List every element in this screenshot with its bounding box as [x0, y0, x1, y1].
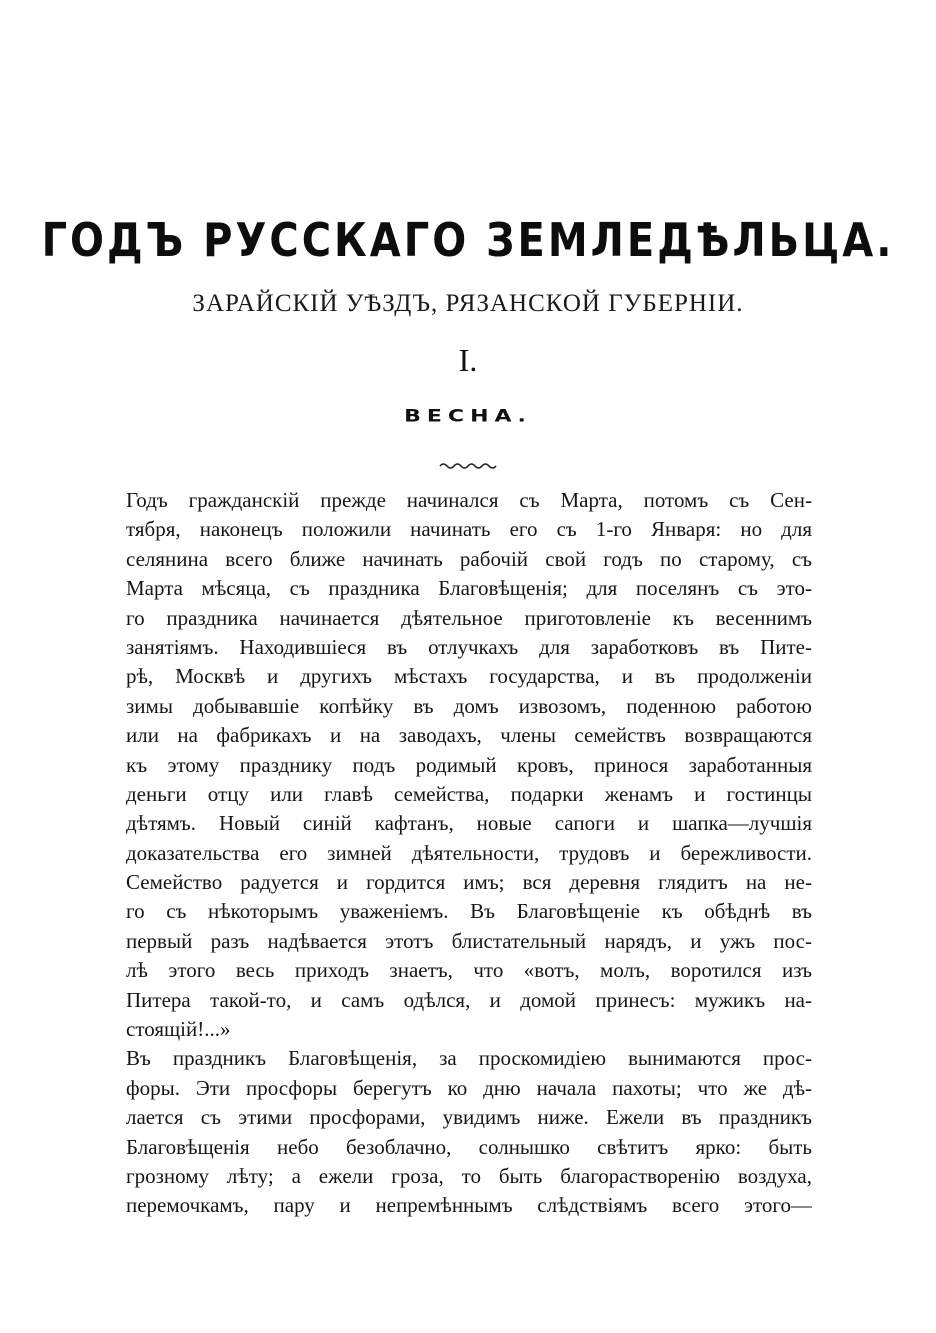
text-line: Годъ гражданскій прежде начинался съ Марта, потомъ съ Сен-: [126, 488, 812, 512]
text-line: Въ праздникъ Благовѣщенія, за проскомидіею вынимаются прос-: [126, 1046, 812, 1071]
text-line: занятіямъ. Находившіеся въ отлучкахъ для заработковъ въ Пите-: [126, 634, 812, 659]
text-line: зимы добывавшіе копѣйку въ домъ извозомъ, поденною работою: [126, 693, 812, 718]
section-heading: ВЕСНА.: [404, 407, 532, 426]
wavy-line-ornament-icon: [438, 458, 500, 472]
text-line: Питера такой-то, и самъ одѣлся, и домой принесъ: мужикъ на-: [126, 987, 812, 1012]
text-line: форы. Эти просфоры берегутъ ко дню начала пахоты; что же дѣ-: [126, 1075, 812, 1100]
text-line: Семейство радуется и гордится имъ; вся деревня глядитъ на не-: [126, 870, 812, 895]
body-text: [126, 486, 812, 1221]
text-line: тября, наконецъ положили начинать его съ 1-го Января: но для: [126, 517, 812, 542]
text-line: лается съ этими просфорами, увидимъ ниже. Ежели въ праздникъ: [126, 1105, 812, 1130]
text-line: лѣ этого весь приходъ знаетъ, что «вотъ, молъ, воротился изъ: [126, 958, 812, 983]
text-line: или на фабрикахъ и на заводахъ, члены семействъ возвращаются: [126, 723, 812, 748]
page-subtitle: ЗАРАЙСКІЙ УѢЗДЪ, РЯЗАНСКОЙ ГУБЕРНІИ.: [192, 290, 744, 317]
text-line: рѣ, Москвѣ и другихъ мѣстахъ государства, и въ продолженіи: [126, 664, 812, 689]
page-title: ГОДЪ РУССКАГО ЗЕМЛЕДѢЛЬЦА.: [41, 214, 895, 268]
text-line: дѣтямъ. Новый синій кафтанъ, новые сапоги и шапка—лучшія: [126, 811, 812, 836]
text-line: го праздника начинается дѣятельное приготовленіе къ весеннимъ: [126, 605, 812, 630]
section-number: I.: [458, 342, 478, 378]
text-line: первый разъ надѣвается этотъ блистательный нарядъ, и ужъ пос-: [126, 928, 812, 953]
text-line: стоящій!...»: [126, 1017, 231, 1042]
text-line: Марта мѣсяца, съ праздника Благовѣщенія; для поселянъ съ это-: [126, 576, 812, 601]
text-line: къ этому празднику подъ родимый кровъ, принося заработанныя: [126, 752, 812, 777]
text-line: деньги отцу или главѣ семейства, подарки женамъ и гостинцы: [126, 781, 812, 806]
text-line: доказательства его зимней дѣятельности, трудовъ и бережливости.: [126, 840, 812, 865]
text-line: перемочкамъ, пару и непремѣннымъ слѣдствіямъ всего этого—: [126, 1193, 812, 1218]
text-line: го съ нѣкоторымъ уваженіемъ. Въ Благовѣщеніе къ обѣднѣ въ: [126, 899, 812, 924]
text-line: Благовѣщенія небо безоблачно, солнышко свѣтитъ ярко: быть: [126, 1134, 812, 1159]
text-line: грозному лѣту; а ежели гроза, то быть благорастворенію воздуха,: [126, 1163, 812, 1188]
text-line: селянина всего ближе начинать рабочій свой годъ по старому, съ: [126, 546, 812, 571]
